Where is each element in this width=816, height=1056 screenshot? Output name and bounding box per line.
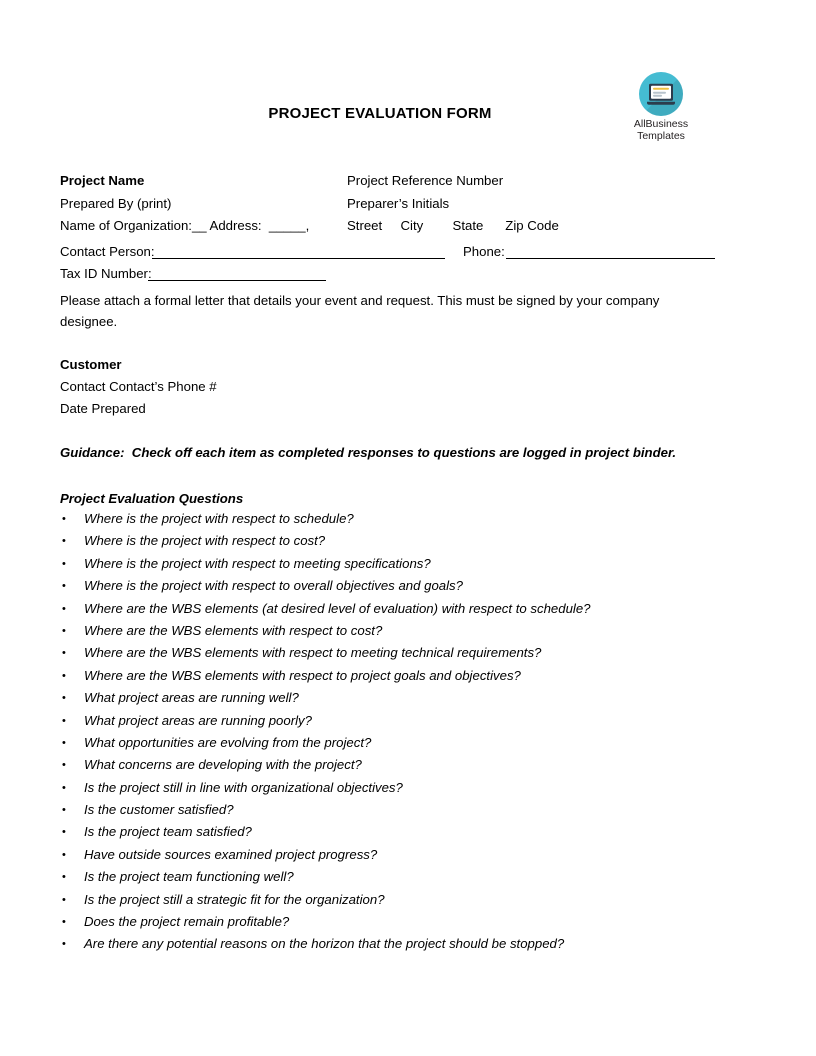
bullet-icon: •	[62, 602, 66, 615]
phone-field[interactable]	[506, 258, 715, 259]
question-list-item	[60, 889, 760, 911]
question-text: Where is the project with respect to schedule?	[84, 511, 354, 526]
question-list-item	[60, 732, 760, 754]
customer-date-prepared-line: Date Prepared	[60, 401, 146, 416]
laptop-screen-content	[651, 86, 671, 99]
logo-caption-line-1: AllBusiness	[633, 118, 689, 130]
screen-line-3	[653, 95, 662, 97]
label-name-of-organization: Name of Organization:__ Address: _____,	[60, 218, 310, 233]
question-list-item	[60, 687, 760, 709]
question-list-item	[60, 553, 760, 575]
question-text: Where are the WBS elements with respect to cost?	[84, 622, 383, 638]
question-text: Where are the WBS elements with respect to meeting technical requirements?	[84, 645, 542, 661]
question-text: Is the project still in line with organizational objectives?	[84, 779, 403, 795]
label-preparers-initials: Preparer’s Initials	[347, 196, 450, 211]
question-list-item	[60, 911, 760, 933]
question-text: What opportunities are evolving from the project?	[84, 734, 372, 750]
logo-caption-line-2: Templates	[637, 129, 685, 142]
bullet-icon: •	[62, 736, 66, 749]
laptop-base	[647, 101, 675, 104]
question-text: Where is the project with respect to overall objectives and goals?	[84, 578, 463, 594]
label-contact-person: Contact Person:	[60, 244, 155, 259]
question-text: Does the project remain profitable?	[84, 914, 290, 930]
bullet-icon: •	[62, 916, 66, 929]
bullet-icon: •	[62, 580, 66, 593]
question-text: Have outside sources examined project progress?	[84, 846, 378, 862]
question-list-item	[60, 642, 760, 664]
question-list-item	[60, 799, 760, 821]
question-text: Where are the WBS elements with respect to project goals and objectives?	[84, 667, 521, 683]
label-address-parts: Street City State Zip Code	[347, 218, 559, 233]
question-text: Are there any potential reasons on the horizon that the project should be stopped?	[84, 936, 565, 952]
bullet-icon: •	[62, 848, 66, 861]
label-prepared-by: Prepared By (print)	[60, 196, 172, 211]
logo-caption	[623, 119, 699, 142]
bullet-icon: •	[62, 714, 66, 727]
bullet-icon: •	[62, 647, 66, 660]
screen-line-1	[653, 88, 669, 90]
screen-line-2	[653, 91, 666, 93]
guidance-note: Guidance: Check off each item as completed responses to questions are logged in project binder.	[60, 445, 677, 460]
question-text: Where is the project with respect to meeting specifications?	[84, 555, 431, 571]
question-text: Where are the WBS elements (at desired level of evaluation) with respect to schedule?	[84, 600, 591, 616]
question-text: Where is the project with respect to cost?	[84, 533, 326, 549]
question-text: Is the project still a strategic fit for the organization?	[84, 891, 385, 907]
question-text: Is the project team satisfied?	[84, 824, 252, 840]
question-list-item	[60, 821, 760, 843]
question-list-item	[60, 665, 760, 687]
bullet-icon: •	[62, 624, 66, 637]
label-phone: Phone:	[463, 244, 505, 259]
bullet-icon: •	[62, 781, 66, 794]
question-list-item	[60, 777, 760, 799]
question-list-item	[60, 754, 760, 776]
customer-contact-line: Contact Contact’s Phone #	[60, 379, 217, 394]
bullet-icon: •	[62, 938, 66, 951]
bullet-icon: •	[62, 759, 66, 772]
question-text: What project areas are running poorly?	[84, 712, 312, 728]
attachment-notice: Please attach a formal letter that details your event and request. This must be signed by your company designee.	[60, 293, 660, 329]
bullet-icon: •	[62, 804, 66, 817]
bullet-icon: •	[62, 557, 66, 570]
laptop-icon	[647, 84, 675, 105]
tax-id-field[interactable]	[148, 280, 326, 281]
label-tax-id-number: Tax ID Number:	[60, 266, 152, 281]
bullet-icon: •	[62, 871, 66, 884]
laptop-screen	[649, 84, 673, 101]
page-title: PROJECT EVALUATION FORM	[268, 105, 492, 122]
question-text: What concerns are developing with the project?	[84, 757, 362, 773]
question-list-item	[60, 508, 760, 530]
section-heading-project-evaluation-questions: Project Evaluation Questions	[60, 491, 244, 506]
bullet-icon: •	[62, 692, 66, 705]
bullet-icon: •	[62, 893, 66, 906]
question-list-item	[60, 866, 760, 888]
question-text: Is the project team functioning well?	[84, 869, 294, 885]
bullet-icon: •	[62, 826, 66, 839]
project-evaluation-questions-list	[60, 508, 760, 956]
question-list-item	[60, 620, 760, 642]
question-list-item	[60, 575, 760, 597]
question-list-item	[60, 530, 760, 552]
question-text: Is the customer satisfied?	[84, 802, 234, 818]
question-list-item	[60, 933, 760, 955]
label-project-reference-number: Project Reference Number	[347, 173, 504, 188]
section-heading-customer: Customer	[60, 357, 122, 372]
bullet-icon: •	[62, 669, 66, 682]
question-list-item	[60, 710, 760, 732]
bullet-icon: •	[62, 513, 66, 525]
question-list-item	[60, 844, 760, 866]
contact-person-field[interactable]	[152, 258, 445, 259]
question-list-item	[60, 598, 760, 620]
question-text: What project areas are running well?	[84, 690, 299, 706]
label-project-name: Project Name	[60, 173, 145, 188]
bullet-icon: •	[62, 535, 66, 548]
